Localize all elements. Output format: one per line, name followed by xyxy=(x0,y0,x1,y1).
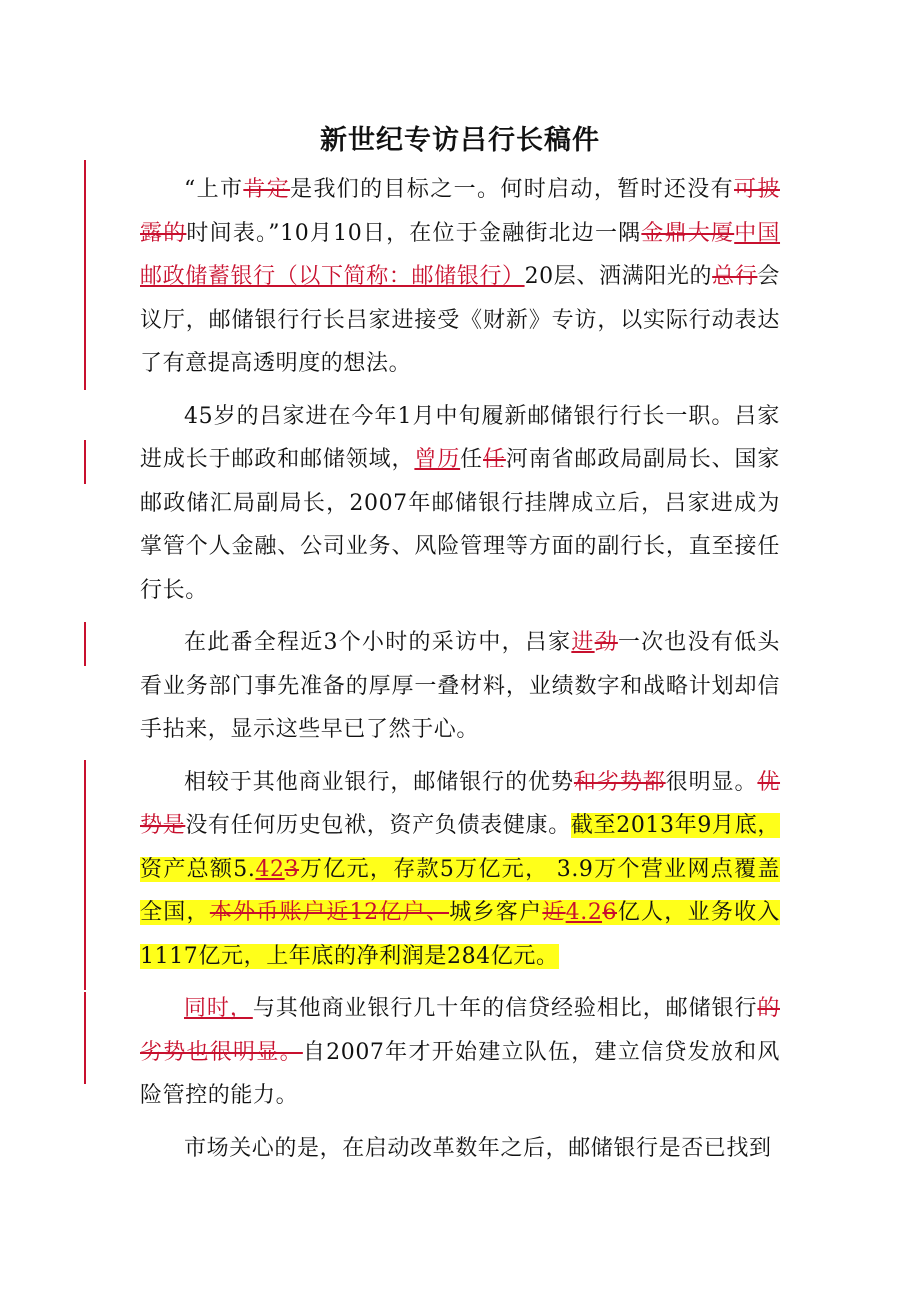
deleted-text: 总行 xyxy=(712,264,758,289)
paragraph xyxy=(140,761,780,979)
deleted-text: 劲 xyxy=(594,630,618,655)
inserted-text: 同时， xyxy=(184,996,253,1021)
inserted-text: 进 xyxy=(571,630,595,655)
text-run: 与其他商业银行几十年的信贷经验相比，邮储银行 xyxy=(252,996,758,1021)
text-run: “上市 xyxy=(184,177,244,202)
paragraph xyxy=(140,987,780,1118)
deleted-text: 12 xyxy=(349,900,379,925)
change-bar xyxy=(84,440,86,484)
deleted-text: 本外币账户近 xyxy=(209,900,350,925)
text-run: 20层、洒满阳光的 xyxy=(524,264,713,289)
paragraph xyxy=(140,395,780,613)
deleted-text: 和劣势都 xyxy=(573,769,666,795)
deleted-text: 肯定 xyxy=(243,177,291,202)
inserted-text: 42 xyxy=(255,856,285,882)
document-body xyxy=(140,168,780,1179)
highlighted-text: 万亿元，存款5万亿元， 3.9万个营业网点覆盖全国， xyxy=(140,856,781,925)
deleted-text: 6 xyxy=(602,900,618,925)
deleted-text: 优势是 xyxy=(140,769,781,838)
document-title: 新世纪专访吕行长稿件 xyxy=(320,125,600,156)
paragraph xyxy=(140,1127,780,1171)
text-run: 相较于其他商业银行，邮储银行的优势 xyxy=(184,769,574,795)
deleted-text: 金鼎大厦 xyxy=(641,220,735,246)
change-bar xyxy=(84,160,86,390)
text-run: 市场关心的是，在启动改革数年之后，邮储银行是否已找到 xyxy=(184,1135,772,1161)
highlighted-text: 亿人，业务收入1117亿元，上年底的净利润是284亿元。 xyxy=(140,900,780,969)
deleted-text: 亿户、 xyxy=(378,900,450,925)
deleted-text: 可披露的 xyxy=(140,177,780,246)
highlighted-text: 截至2013年9月底，资产总额5. xyxy=(140,813,780,882)
text-run: 很明显。 xyxy=(665,769,758,795)
change-bar xyxy=(84,992,86,1084)
deleted-text: 近 xyxy=(542,900,566,925)
text-run: 任 xyxy=(460,447,483,472)
change-bar xyxy=(84,760,86,990)
change-bar xyxy=(84,622,86,666)
text-run: 河南省邮政局副局长、国家邮政储汇局副局长，2007年邮储银行挂牌成立后，吕家进成为掌管个人金融、公司业务、风险管理等方面的副行长，直至接任行长。 xyxy=(140,447,780,603)
deleted-text: 3 xyxy=(284,856,300,882)
text-run: 时间表。”10月10日，在位于金融街北边一隅 xyxy=(186,220,642,246)
inserted-text: 曾历 xyxy=(414,447,461,472)
paragraph xyxy=(140,621,780,752)
highlighted-text: 城乡客户 xyxy=(449,900,543,925)
text-run: 会议厅，邮储银行行长吕家进接受《财新》专访，以实际行动表达了有意提高透明度的想法。 xyxy=(140,264,781,376)
deleted-text: 的劣势也很明显。 xyxy=(140,996,780,1065)
inserted-text: 4.2 xyxy=(565,900,603,925)
text-run: 没有任何历史包袱，资产负债表健康。 xyxy=(185,813,571,838)
text-run: 一次也没有低头看业务部门事先准备的厚厚一叠材料，业绩数字和战略计划却信手拈来，显示这些早已了然于心。 xyxy=(140,630,781,742)
deleted-text: 任 xyxy=(483,447,506,472)
text-run: 自2007年才开始建立队伍，建立信贷发放和风险管控的能力。 xyxy=(140,1039,780,1108)
text-run: 是我们的目标之一。何时启动，暂时还没有 xyxy=(290,177,735,202)
text-run: 在此番全程近3个小时的采访中，吕家 xyxy=(184,630,572,655)
inserted-text: 中国邮政储蓄银行（以下简称：邮储银行） xyxy=(140,220,781,289)
text-run: 45岁的吕家进在今年1月中旬履新邮储银行行长一职。吕家进成长于邮政和邮储领域， xyxy=(140,403,780,472)
paragraph xyxy=(140,168,780,386)
